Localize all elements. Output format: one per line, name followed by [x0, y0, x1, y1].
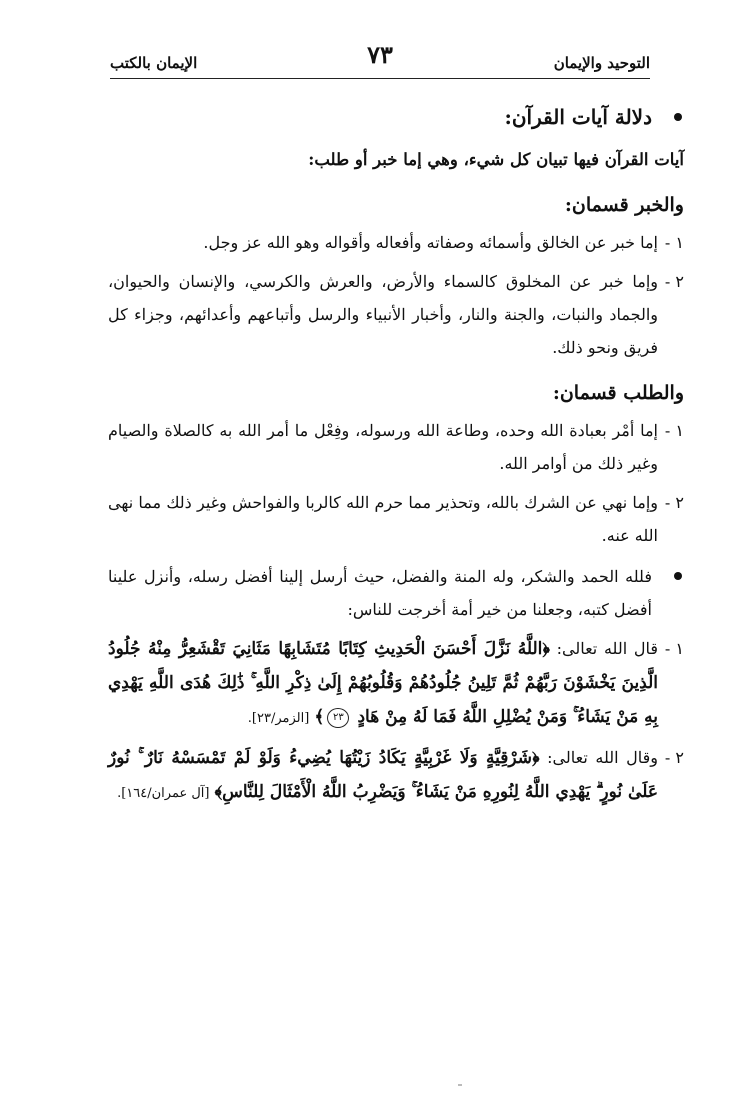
verse-lead: قال الله تعالى:: [556, 639, 658, 658]
list-item: [108, 414, 684, 480]
verse-open-bracket: ﴿: [532, 748, 540, 768]
praise-paragraph: [108, 560, 684, 626]
item-number: ٢ -: [664, 493, 684, 512]
verse-lead: وقال الله تعالى:: [547, 748, 659, 767]
verse-open-bracket: ﴿: [542, 639, 550, 659]
quran-verse: اللَّهُ نَزَّلَ أَحْسَنَ الْحَدِيثِ كِتَابًا مُتَشَابِهًا مَثَانِيَ تَقْشَعِرُّ مِنْهُ جُلُودُ الَّذِينَ يَخْشَوْنَ رَبَّهُمْ ثُمَّ تَلِينُ جُلُودُهُمْ وَقُلُوبُهُمْ إِلَىٰ ذِكْرِ اللَّهِ ۚ ذَٰلِكَ هُدَى اللَّهِ يَهْدِي بِهِ مَنْ يَشَاءُ ۚ وَمَنْ يُضْلِلِ اللَّهُ فَمَا لَهُ مِنْ هَادٍ: [108, 639, 658, 727]
page-body: [108, 92, 684, 810]
verse-reference: [آل عمران/١٦٤].: [117, 786, 210, 801]
item-text: وإما نهي عن الشرك بالله، وتحذير مما حرم الله كالربا والفواحش وغير ذلك مما نهى الله عنه.: [108, 493, 658, 545]
item-number: ٢ -: [664, 272, 684, 291]
list-item: [108, 226, 684, 259]
talab-heading: والطلب قسمان:: [552, 382, 684, 404]
quran-verse: شَرْقِيَّةٍ وَلَا غَرْبِيَّةٍ يَكَادُ زَيْتُهَا يُضِيءُ وَلَوْ لَمْ تَمْسَسْهُ نَارٌ ۚ نُورٌ عَلَىٰ نُورٍ ۗ يَهْدِي اللَّهُ لِنُورِهِ مَنْ يَشَاءُ ۚ وَيَضْرِبُ اللَّهُ الْأَمْثَالَ لِلنَّاسِ: [108, 748, 658, 802]
item-number: ١ -: [664, 639, 684, 658]
verse-item: [108, 632, 684, 735]
item-number: ٢ -: [664, 748, 684, 767]
item-text: وإما خبر عن المخلوق كالسماء والأرض، والعرش والكرسي، والإنسان والحيوان، والجماد والنبات، والجنة والنار، وأخبار الأنبياء والرسل وأتباعهم وأعدائهم، وجزاء كل فريق ونحو ذلك.: [108, 272, 658, 357]
praise-text: فلله الحمد والشكر، وله المنة والفضل، حيث أرسل إلينا أفضل رسله، وأنزل علينا أفضل كتبه، وجعلنا من خير أمة أخرجت للناس:: [108, 567, 652, 619]
item-text: إما خبر عن الخالق وأسمائه وصفاته وأفعاله وأقواله وهو الله عز وجل.: [203, 233, 658, 252]
header-divider: [110, 78, 650, 79]
page-header: [110, 40, 650, 80]
verse-item: [108, 741, 684, 810]
page-number: ٧٣: [367, 40, 393, 69]
section-heading: دلالة آيات القرآن:: [504, 105, 652, 129]
scan-speck: [458, 1084, 462, 1086]
bullet-icon: [674, 572, 682, 580]
item-number: ١ -: [664, 421, 684, 440]
intro-text: آيات القرآن فيها تبيان كل شيء، وهي إما خبر أو طلب:: [308, 150, 684, 169]
running-title-left: الإيمان بالكتب: [110, 54, 198, 72]
khabar-heading: والخبر قسمان:: [564, 194, 684, 216]
item-number: ١ -: [664, 233, 684, 252]
ayah-number-marker: ٢٣: [327, 708, 349, 728]
bullet-icon: [674, 113, 682, 121]
running-title-right: التوحيد والإيمان: [553, 54, 650, 72]
verse-close-bracket: ﴾: [214, 782, 223, 802]
item-text: إما أمْر بعبادة الله وحده، وطاعة الله ورسوله، وفِعْل ما أمر الله به كالصلاة والصيام وغير ذلك من أوامر الله.: [108, 421, 658, 473]
verse-reference: [الزمر/٢٣].: [247, 711, 310, 726]
list-item: [108, 486, 684, 552]
list-item: [108, 265, 684, 364]
section-heading-row: [108, 102, 684, 132]
verse-close-bracket: ﴾: [314, 707, 325, 727]
